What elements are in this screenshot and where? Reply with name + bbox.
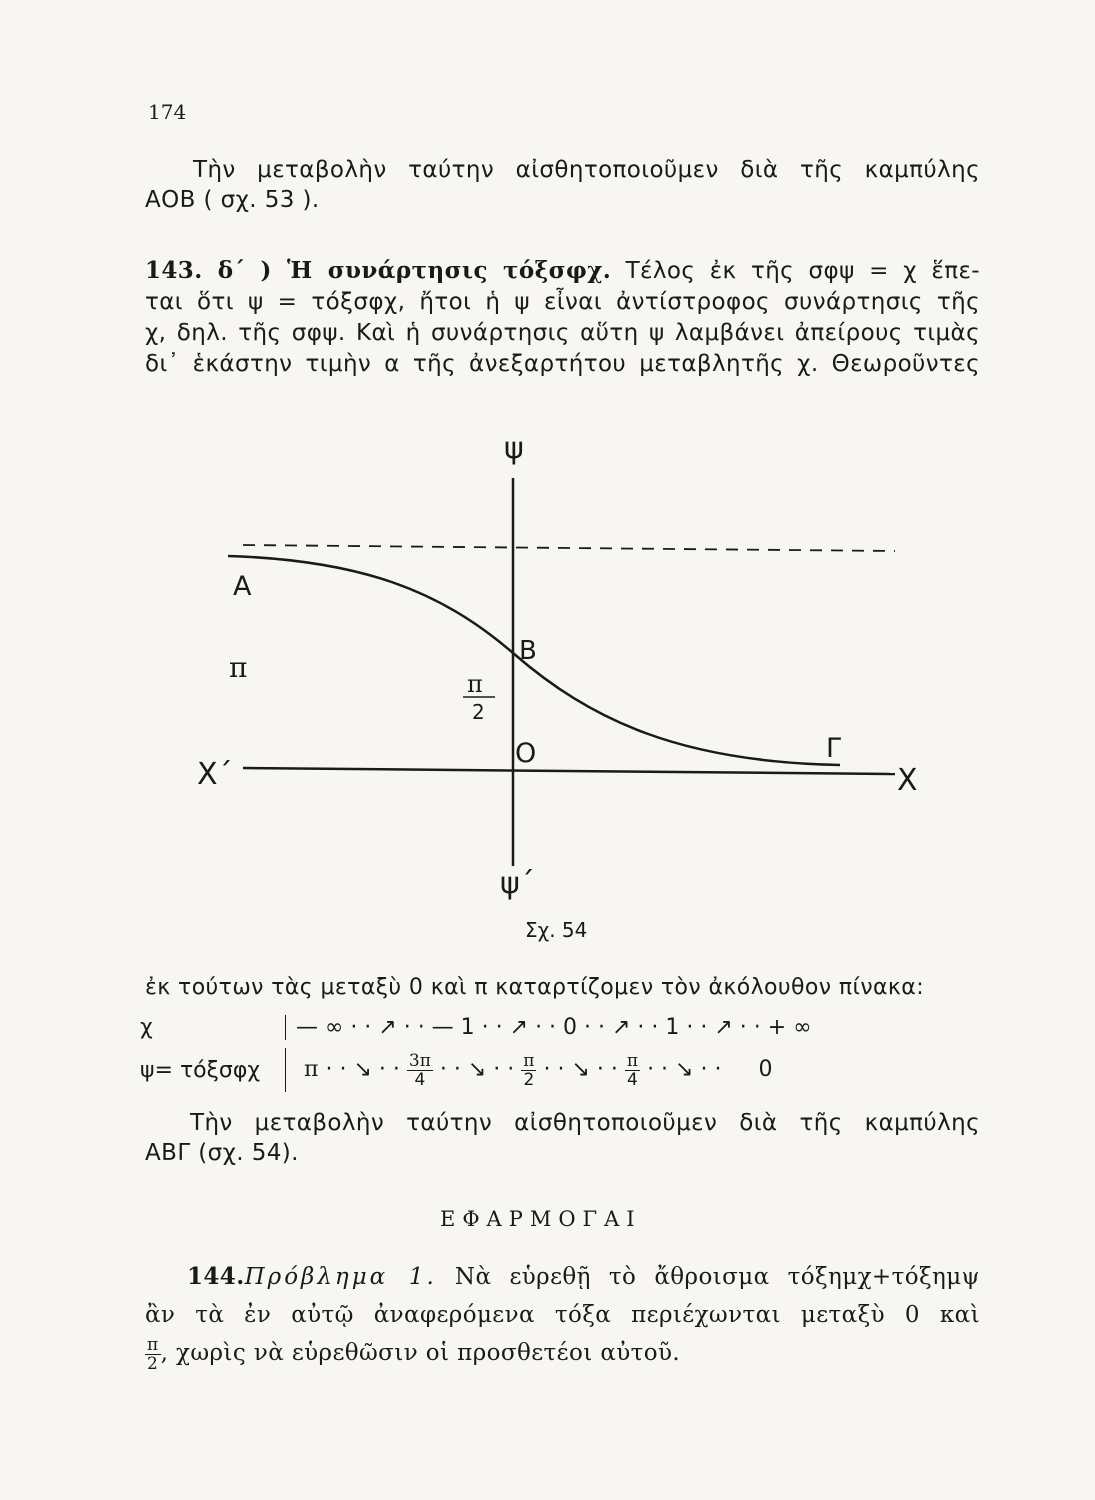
dots-1: · · <box>325 1057 347 1082</box>
section-title-applications: ΕΦΑΡΜΟΓΑΙ <box>440 1207 642 1231</box>
dots-7: · · <box>647 1057 669 1082</box>
paragraph-1-line-1: Τὴν μεταβολὴν ταύτην αἰσθητοποιοῦμεν διὰ τῆς καμπύλης <box>193 157 980 183</box>
problem-line-3-rest: , χωρὶς νὰ εὑρεθῶσιν οἱ προσθετέοι αὐτοῦ. <box>160 1340 681 1366</box>
problem-frac-den: 2 <box>147 1353 159 1374</box>
figure-caption: Σχ. 54 <box>525 918 588 942</box>
psi-label: ψ <box>504 431 524 466</box>
paragraph-4-line-1: Τὴν μεταβολὴν ταύτην αἰσθητοποιοῦμεν διὰ τῆς καμπύλης <box>190 1110 980 1136</box>
table-row-psi-values <box>285 1048 772 1092</box>
x-prime-label: Χ΄ <box>197 757 233 792</box>
paragraph-4 <box>145 1108 980 1168</box>
dots-2: · · <box>378 1057 400 1082</box>
problem-line-1 <box>145 1258 980 1296</box>
arrow-down-3: ↘ <box>571 1057 590 1082</box>
table-row-psi <box>140 1048 990 1092</box>
pi-half-numerator: π <box>467 670 483 698</box>
arrow-down-1: ↘ <box>353 1057 372 1082</box>
x-axis <box>243 768 895 774</box>
table-row-x <box>140 1015 812 1040</box>
paragraph-143-line-4: δι᾽ ἑκάστην τιμὴν α τῆς ἀνεξαρτήτου μεταβλητῆς χ. Θεωροῦντες <box>145 351 980 377</box>
point-A-label: Α <box>233 571 252 602</box>
value-pi2-den: 2 <box>523 1069 535 1090</box>
value-3pi-over-4 <box>407 1052 433 1089</box>
dots-8: · · <box>700 1057 722 1082</box>
problem-line-3 <box>145 1334 980 1373</box>
section-number-143: 143 <box>145 257 195 284</box>
dots-3: · · <box>439 1057 461 1082</box>
problem-frac-num: π <box>147 1334 159 1355</box>
value-pi2-num: π <box>523 1050 535 1071</box>
paragraph-143-line-2: ται ὅτι ψ = τόξσφχ, ἤτοι ἡ ψ εἶναι ἀντίστροφος συνάρτησις τῆς <box>145 289 980 315</box>
value-3pi-den: 4 <box>414 1069 426 1090</box>
value-pi-over-2 <box>521 1052 536 1089</box>
pi-half-denominator: 2 <box>472 700 485 724</box>
table-row-psi-label: ψ= τόξσφχ <box>140 1057 261 1083</box>
problem-line-2: ἂν τὰ ἐν αὐτῷ ἀναφερόμενα τόξα περιέχωνται μεταξὺ 0 καὶ <box>145 1302 980 1328</box>
table-row-x-label: χ <box>140 1015 153 1040</box>
table-row-x-values: — ∞ · · ↗ · · — 1 · · ↗ · · 0 · · ↗ · · 1 · · ↗ · · + ∞ <box>285 1015 812 1040</box>
paragraph-1-line-2: ΑΟΒ ( σχ. 53 ). <box>145 187 320 213</box>
paragraph-table-intro <box>145 973 980 1003</box>
value-pi-over-4 <box>625 1052 640 1089</box>
page-number: 174 <box>148 100 187 124</box>
table-intro-text: ἐκ τούτων τὰς μεταξὺ 0 καὶ π καταρτίζομεν τὸν ἀκόλουθον πίνακα: <box>145 975 925 1000</box>
value-pi4-den: 4 <box>627 1069 638 1090</box>
paragraph-4-line-2: ΑΒΓ (σχ. 54). <box>145 1140 299 1166</box>
problem-line-1-rest: Νὰ εὑρεθῇ τὸ ἄθροισμα τόξημχ+τόξημψ <box>454 1264 980 1290</box>
problem-144 <box>145 1258 980 1373</box>
psi-prime-label: ψ΄ <box>500 866 535 901</box>
value-pi4-num: π <box>626 1050 639 1071</box>
arrow-down-2: ↘ <box>467 1057 487 1082</box>
point-B-label: Β <box>519 636 537 666</box>
paragraph-143-line-1-rest: Τέλος ἐκ τῆς σφψ = χ ἕπε- <box>625 258 980 284</box>
value-pi: π <box>304 1057 319 1082</box>
x-axis-label: Χ <box>897 763 918 798</box>
origin-O-label: Ο <box>515 738 537 769</box>
value-3pi-num: 3π <box>408 1050 431 1071</box>
dots-5: · · <box>543 1057 565 1082</box>
paragraph-143-line-3: χ, δηλ. τῆς σφψ. Καὶ ἡ συνάρτησις αὕτη ψ λαμβάνει ἀπείρους τιμὰς <box>145 320 980 346</box>
pi-value-label: π <box>229 651 248 684</box>
problem-number: 144. <box>187 1263 245 1290</box>
problem-title: Πρόβλημα 1. <box>244 1264 437 1290</box>
asymptote-dashed-line <box>243 545 895 551</box>
dots-4: · · <box>493 1057 515 1082</box>
problem-fraction-pi-half <box>145 1336 161 1373</box>
point-G-label: Γ <box>826 733 842 764</box>
section-heading-143: . δ΄ ) Ἡ συνάρτησις τόξσφχ. <box>194 257 612 284</box>
dots-6: · · <box>596 1057 618 1082</box>
arrow-down-4: ↘ <box>675 1057 694 1082</box>
value-zero: 0 <box>758 1057 773 1082</box>
